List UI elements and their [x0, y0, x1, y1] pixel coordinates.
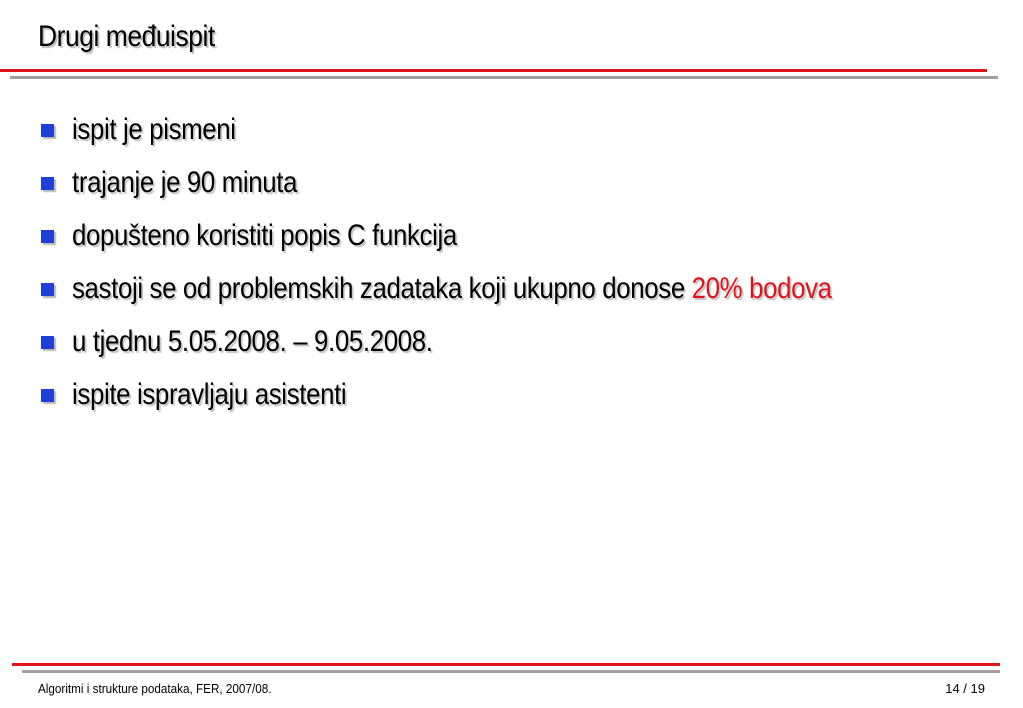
bullet-text: ispite ispravljaju asistenti — [72, 378, 347, 411]
header-rule-red — [0, 69, 987, 72]
square-bullet-icon — [41, 124, 54, 137]
footer-rule-red — [12, 663, 1000, 666]
header-rule-gray — [10, 76, 998, 79]
bullet-text: u tjednu 5.05.2008. – 9.05.2008. — [72, 325, 433, 358]
bullet-text: sastoji se od problemskih zadataka koji ukupno donose — [72, 272, 692, 305]
footer-rule-gray — [22, 670, 1000, 673]
square-bullet-icon — [41, 389, 54, 402]
points-highlight: 20% bodova — [691, 272, 832, 305]
footer-course: Algoritmi i strukture podataka, FER, 2007/08. — [38, 681, 272, 696]
square-bullet-icon — [41, 230, 54, 243]
bullet-text: dopušteno koristiti popis C funkcija — [72, 219, 457, 252]
square-bullet-icon — [41, 177, 54, 190]
slide-title: Drugi međuispit — [38, 20, 215, 53]
square-bullet-icon — [41, 336, 54, 349]
bullet-text: trajanje je 90 minuta — [72, 166, 298, 199]
square-bullet-icon — [41, 283, 54, 296]
bullet-text: ispit je pismeni — [72, 113, 236, 146]
bullet-text-with-highlight — [72, 271, 832, 307]
footer-page-number: 14 / 19 — [945, 681, 985, 696]
